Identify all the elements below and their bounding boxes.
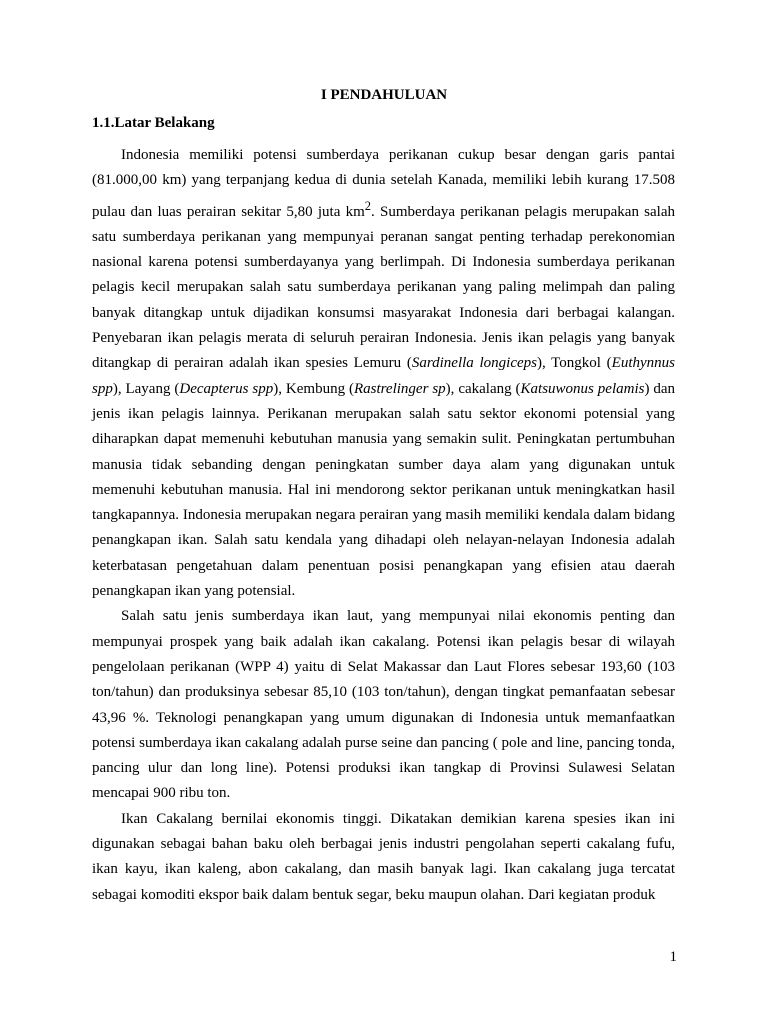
text-run: ), Layang ( <box>112 380 180 397</box>
species-name: Sardinella longiceps <box>411 355 537 372</box>
page-number: 1 <box>669 949 677 965</box>
text-run: ), cakalang ( <box>445 380 521 397</box>
paragraph: Salah satu jenis sumberdaya ikan laut, yang mempunyai nilai ekonomis penting dan mempunyai prospek yang baik adalah ikan cakalang. Potensi ikan pelagis besar di wilayah pengelolaan perikanan (WPP 4) yaitu di Selat Makassar dan Laut Flores sebesar 193,60 (103 ton/tahun) dan produksinya sebesar 85,10 (103 ton/tahun), dengan tingkat pemanfaatan sebesar 43,96 %. Teknologi penangkapan yang umum digunakan di Indonesia untuk memanfaatkan potensi sumberdaya ikan cakalang adalah purse seine dan pancing ( pole and line, pancing tonda, pancing ulur dan long line). Potensi produksi ikan tangkap di Provinsi Sulawesi Selatan mencapai 900 ribu ton. <box>92 608 675 802</box>
chapter-title: I PENDAHULUAN <box>320 87 448 103</box>
text-run: . Sumberdaya perikanan pelagis merupakan salah satu sumberdaya perikanan yang mempunyai peranan sangat penting terhadap perekonomian nasional karena potensi sumberdayanya yang berlimpah. Di Indonesia sumberdaya perikanan pelagis kecil merupakan salah satu sumberdaya perikanan yang paling melimpah dan paling banyak ditangkap untuk dijadikan konsumsi masyarakat Indonesia dari berbagai kalangan. Penyebaran ikan pelagis merata di seluruh perairan Indonesia. Jenis ikan pelagis yang banyak ditangkap di perairan adalah ikan spesies Lemuru ( <box>92 203 676 372</box>
species-name: Decapterus spp <box>179 380 274 397</box>
superscript: 2 <box>364 198 372 213</box>
body-text <box>92 143 675 908</box>
text-run: ) dan jenis ikan pelagis lainnya. Perikanan merupakan salah satu sektor ekonomi potensial yang diharapkan dapat memenuhi kebutuhan manusia yang semakin sulit. Peningkatan pertumbuhan manusia tidak sebanding dengan peningkatan sumber daya alam yang digunakan untuk memenuhi kebutuhan manusia. Hal ini mendorong sektor perikanan untuk meningkatkan hasil tangkapannya. Indonesia merupakan negara perairan yang masih memiliki kendala dalam bidang penangkapan ikan. Salah satu kendala yang dihadapi oleh nelayan-nelayan Indonesia adalah keterbatasan pengetahuan dalam penentuan posisi penangkapan yang efisien atau daerah penangkapan ikan yang potensial. <box>92 380 676 600</box>
species-name: Rastrelinger sp <box>353 380 446 397</box>
species-name: Euthynnus spp <box>92 355 675 397</box>
species-name: Katsuwonus pelamis <box>520 380 645 397</box>
paragraph <box>92 143 675 604</box>
section-title: 1.1.Latar Belakang <box>92 115 215 131</box>
paragraph: Ikan Cakalang bernilai ekonomis tinggi. Dikatakan demikian karena spesies ikan ini digunakan sebagai bahan baku oleh berbagai jenis industri pengolahan seperti cakalang fufu, ikan kayu, ikan kaleng, abon cakalang, dan masih banyak lagi. Ikan cakalang juga tercatat sebagai komoditi ekspor baik dalam bentuk segar, beku maupun olahan. Dari kegiatan produk <box>92 810 675 903</box>
text-run: ), Kembung ( <box>273 380 354 397</box>
text-run: ), Tongkol ( <box>536 355 612 372</box>
text-run: Indonesia memiliki potensi sumberdaya perikanan cukup besar dengan garis pantai (81.000,00 km) yang terpanjang kedua di dunia setelah Kanada, memiliki lebih kurang 17.508 pulau dan luas perairan sekitar 5,80 juta km <box>92 147 675 220</box>
